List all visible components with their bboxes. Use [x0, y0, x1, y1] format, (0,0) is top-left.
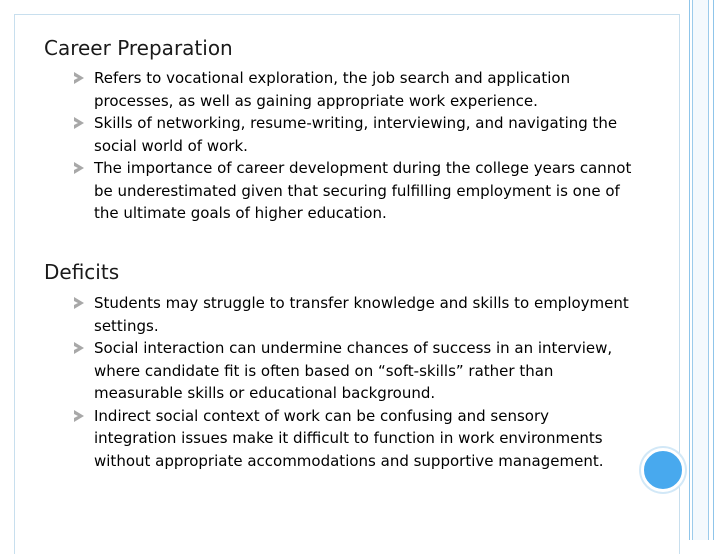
section-heading-deficits: Deficits — [44, 260, 120, 284]
arrow-bullet-icon — [74, 162, 84, 174]
bullet-text: The importance of career development during the college years cannot be underestimated given that securing fulfilling employment is one of the ultimate goals of higher education. — [94, 159, 632, 222]
bullet-text: Indirect social context of work can be confusing and sensory integration issues make it difficult to function in work environments without appropriate accommodations and supportive management. — [94, 406, 604, 470]
list-item — [74, 67, 634, 112]
arrow-bullet-icon — [74, 297, 84, 309]
list-item — [74, 405, 634, 473]
side-line — [713, 0, 714, 540]
list-item — [74, 112, 634, 157]
bullet-text: Refers to vocational exploration, the job search and application processes, as well as gaining appropriate work experience. — [94, 69, 571, 110]
arrow-bullet-icon — [74, 117, 84, 129]
arrow-bullet-icon — [74, 410, 84, 422]
career-preparation-list — [74, 67, 634, 225]
arrow-bullet-icon — [74, 72, 84, 84]
list-item — [74, 157, 634, 225]
list-item — [74, 337, 634, 405]
list-item — [74, 292, 634, 337]
bullet-text: Skills of networking, resume-writing, interviewing, and navigating the social world of work. — [94, 114, 618, 155]
bullet-text: Social interaction can undermine chances of success in an interview, where candidate fit is often based on “soft-skills” rather than measurable skills or educational background. — [94, 339, 613, 402]
side-line — [689, 0, 690, 540]
deficits-list — [74, 292, 634, 472]
section-heading-career-preparation: Career Preparation — [44, 36, 233, 60]
circle-dot-icon — [641, 448, 685, 492]
side-band — [692, 0, 709, 540]
bullet-text: Students may struggle to transfer knowledge and skills to employment settings. — [94, 294, 629, 335]
arrow-bullet-icon — [74, 342, 84, 354]
